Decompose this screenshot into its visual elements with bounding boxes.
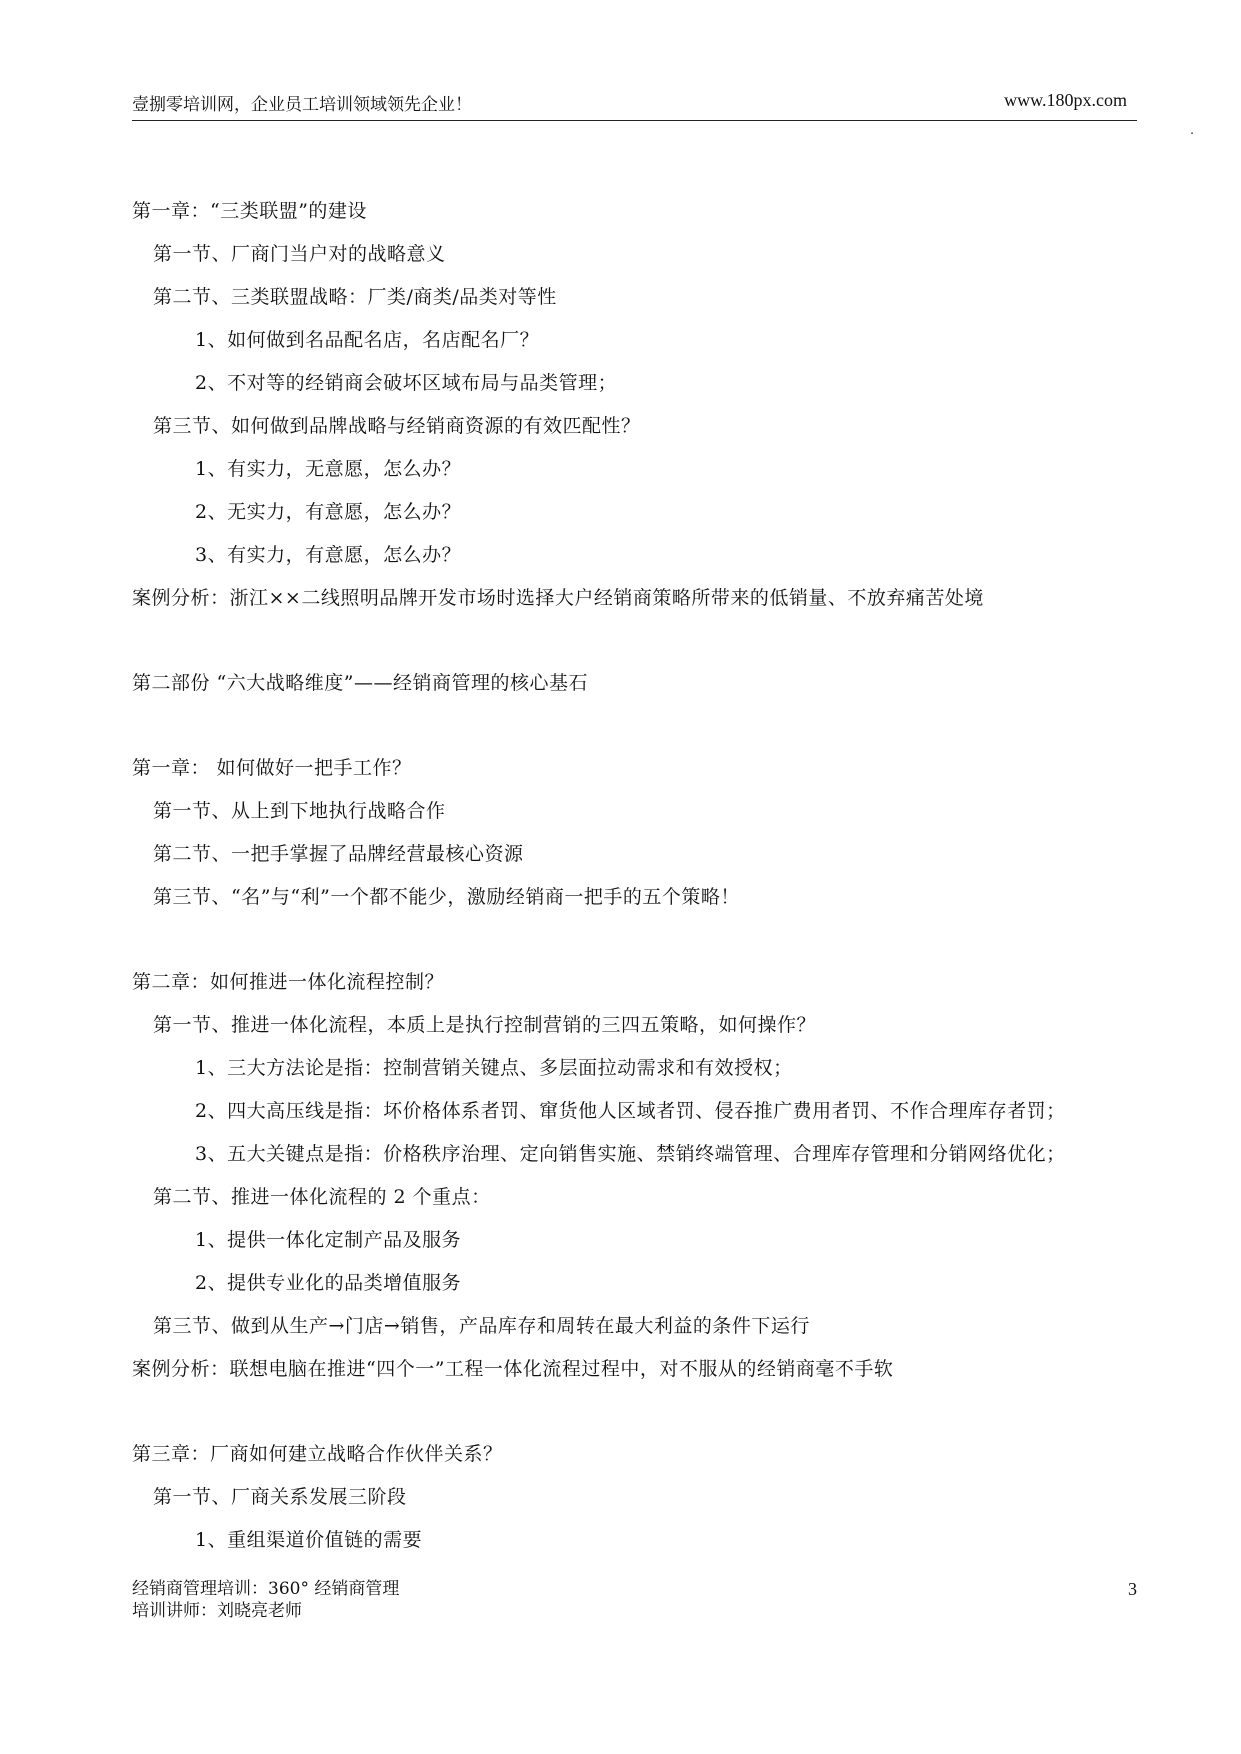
spacer xyxy=(132,1391,1152,1433)
case-study: 案例分析：联想电脑在推进“四个一”工程一体化流程过程中，对不服从的经销商毫不手软 xyxy=(132,1358,894,1380)
list-item: 1、有实力，无意愿，怎么办？ xyxy=(195,458,462,480)
part-heading: 第二部份 “六大战略维度”——经销商管理的核心基石 xyxy=(132,672,588,694)
list-item: 2、提供专业化的品类增值服务 xyxy=(195,1272,462,1294)
spacer xyxy=(132,705,1152,747)
list-item: 1、重组渠道价值链的需要 xyxy=(195,1529,423,1551)
footer-course-title: 经销商管理培训：360° 经销商管理 xyxy=(132,1579,400,1599)
list-item: 2、四大高压线是指：坏价格体系者罚、窜货他人区域者罚、侵吞推广费用者罚、不作合理库存者罚； xyxy=(195,1100,1066,1122)
section-heading: 第一节、厂商门当户对的战略意义 xyxy=(153,243,446,265)
section-heading: 第一节、厂商关系发展三阶段 xyxy=(153,1486,407,1508)
section-heading: 第二节、一把手掌握了品牌经营最核心资源 xyxy=(153,843,524,865)
section-heading: 第一节、从上到下地执行战略合作 xyxy=(153,800,446,822)
header-slogan: 壹捌零培训网，企业员工培训领域领先企业！ xyxy=(132,95,472,115)
document-body xyxy=(132,190,1152,1562)
spacer xyxy=(132,919,1152,961)
section-heading: 第二节、推进一体化流程的 2 个重点： xyxy=(153,1186,491,1208)
section-heading: 第三节、做到从生产→门店→销售，产品库存和周转在最大利益的条件下运行 xyxy=(153,1315,810,1337)
spacer xyxy=(132,620,1152,662)
list-item: 1、如何做到名品配名店，名店配名厂？ xyxy=(195,329,540,351)
list-item: 2、无实力，有意愿，怎么办？ xyxy=(195,501,462,523)
section-heading: 第二节、三类联盟战略：厂类/商类/品类对等性 xyxy=(153,286,557,308)
page-footer xyxy=(132,1578,1137,1622)
list-item: 1、提供一体化定制产品及服务 xyxy=(195,1229,462,1251)
chapter-heading: 第三章：厂商如何建立战略合作伙伴关系？ xyxy=(132,1443,503,1465)
page-header xyxy=(132,88,1137,121)
chapter-heading: 第一章：“三类联盟”的建设 xyxy=(132,200,367,222)
list-item: 1、三大方法论是指：控制营销关键点、多层面拉动需求和有效授权； xyxy=(195,1057,793,1079)
header-website: www.180px.com xyxy=(1004,90,1127,110)
footer-trainer: 培训讲师：刘晓亮老师 xyxy=(132,1601,302,1621)
section-heading: 第一节、推进一体化流程，本质上是执行控制营销的三四五策略，如何操作？ xyxy=(153,1014,817,1036)
list-item: 3、有实力，有意愿，怎么办？ xyxy=(195,544,462,566)
section-heading: 第三节、“名”与“利”一个都不能少，激励经销商一把手的五个策略！ xyxy=(153,886,740,908)
page-number: 3 xyxy=(1128,1579,1137,1599)
case-study: 案例分析：浙江××二线照明品牌开发市场时选择大户经销商策略所带来的低销量、不放弃痛苦处境 xyxy=(132,587,984,609)
header-dot: . xyxy=(1190,123,1194,137)
chapter-heading: 第二章：如何推进一体化流程控制？ xyxy=(132,971,445,993)
list-item: 3、五大关键点是指：价格秩序治理、定向销售实施、禁销终端管理、合理库存管理和分销网络优化； xyxy=(195,1143,1066,1165)
list-item: 2、不对等的经销商会破坏区域布局与品类管理； xyxy=(195,372,618,394)
chapter-heading: 第一章： 如何做好一把手工作？ xyxy=(132,757,412,779)
section-heading: 第三节、如何做到品牌战略与经销商资源的有效匹配性？ xyxy=(153,415,641,437)
